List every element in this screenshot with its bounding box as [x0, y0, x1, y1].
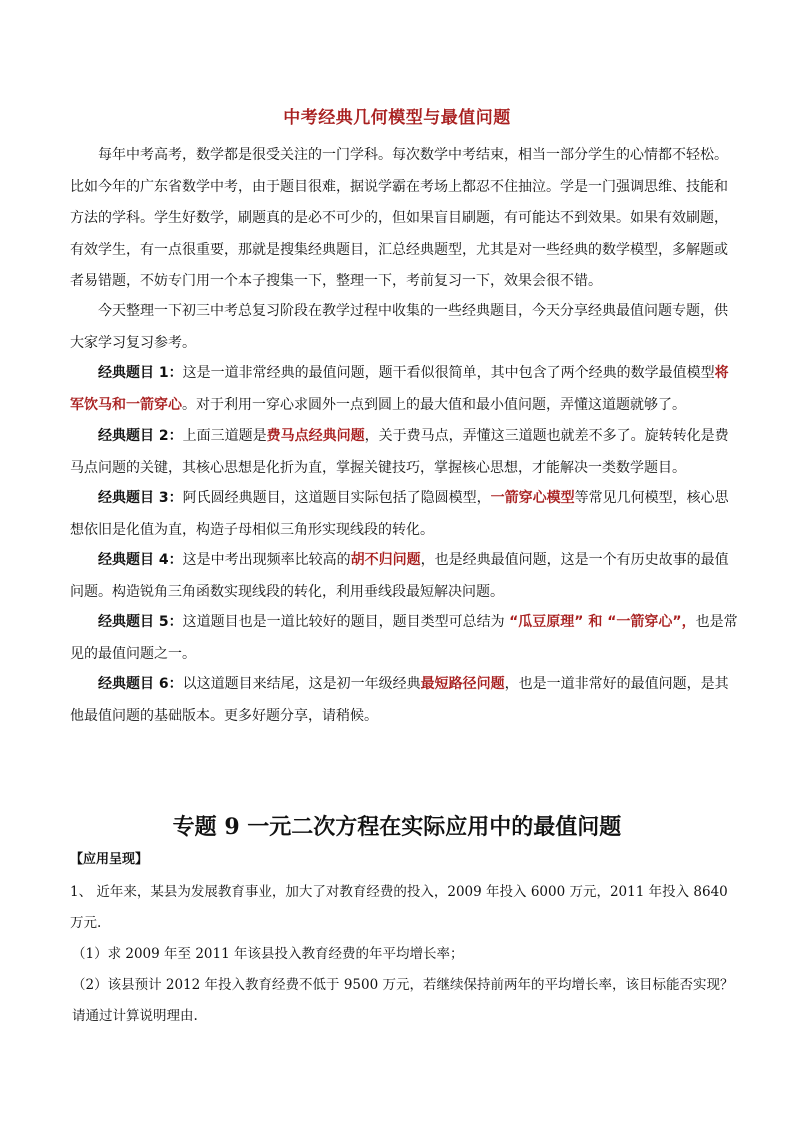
classic-item-1 — [70, 358, 740, 421]
item-text: 等常见几何模型，核心思想依旧是化值为直，构造子母相似三角形实现线段的转化。 — [70, 490, 729, 538]
classic-item-3 — [70, 483, 740, 546]
classic-item-2 — [70, 421, 740, 484]
item-text: 上面三道题是 — [182, 428, 267, 444]
item-text: 这是中考出现频率比较高的 — [182, 552, 351, 568]
classic-item-4 — [70, 545, 740, 608]
item-highlight: “瓜豆原理” 和 “一箭穿心”， — [509, 614, 696, 630]
classic-item-6 — [70, 669, 740, 732]
item-label: 经典题目 4： — [98, 552, 183, 568]
item-label: 经典题目 2： — [98, 428, 183, 444]
item-highlight: 最短路径问题 — [420, 676, 505, 692]
question-1-part-2: （2）该县预计 2012 年投入教育经费不低于 9500 万元，若继续保持前两年的平均增长率，该目标能否实现？请通过计算说明理由. — [72, 977, 734, 1024]
item-text: 。对于利用一穿心求圆外一点到圆上的最大值和最小值问题，弄懂这道题就够了。 — [182, 396, 686, 413]
item-text: 这道题目也是一道比较好的题目，题目类型可总结为 — [182, 614, 510, 630]
question-1-part-1: （1）求 2009 年至 2011 年该县投入教育经费的年平均增长率； — [72, 946, 464, 962]
question-1-stem: 1、 近年来，某县为发展教育事业，加大了对教育经费的投入，2009 年投入 6000 万元，2011 年投入 8640 万元. — [70, 884, 728, 931]
item-highlight: 费马点经典问题 — [266, 428, 365, 444]
topic-title: 专题 9 一元二次方程在实际应用中的最值问题 — [172, 814, 622, 840]
item-highlight: 胡不归问题 — [350, 552, 421, 568]
item-text: ，也是经典最值问题，这是一个有历史故事的最值问题。构造锐角三角函数实现线段的转化，利用垂线段最短解决问题。 — [70, 552, 729, 600]
classic-item-5 — [70, 607, 740, 670]
item-highlight: 一箭穿心模型 — [490, 490, 575, 506]
item-highlight: 将军饮马和一箭穿心 — [70, 365, 729, 413]
section-label: 【应用呈现】 — [70, 852, 149, 867]
item-label: 经典题目 6： — [98, 676, 183, 692]
item-text: 阿氏圆经典题目，这道题目实际包括了隐圆模型， — [182, 490, 491, 506]
intro-paragraph-1: 每年中考高考，数学都是很受关注的一门学科。每次数学中考结束，相当一部分学生的心情都不轻松。比如今年的广东省数学中考，由于题目很难，据说学霸在考场上都忍不住抽泣。学是一门强调思维、技能和方法的学科。学生好数学，刷题真的是必不可少的，但如果盲目刷题，有可能达不到效果。如果有效刷题，有效学生，有一点很重要，那就是搜集经典题目，汇总经典题型，尤其是对一些经典的数学模型，多解题或者易错题，不妨专门用一个本子搜集一下，整理一下，考前复习一下，效果会很不错。 — [70, 147, 728, 289]
intro-paragraph-2: 今天整理一下初三中考总复习阶段在教学过程中收集的一些经典题目，今天分享经典最值问题专题，供大家学习复习参考。 — [70, 303, 728, 351]
item-label: 经典题目 1： — [98, 365, 183, 381]
item-text: ，关于费马点，弄懂这三道题也就差不多了。旋转转化是费马点问题的关键，其核心思想是化折为直，掌握关键技巧，掌握核心思想，才能解决一类数学题目。 — [70, 428, 729, 476]
item-label: 经典题目 3： — [98, 490, 183, 506]
item-text: ，也是一道非常好的最值问题，是其他最值问题的基础版本。更多好题分享，请稍候。 — [70, 676, 729, 724]
item-text: 这是一道非常经典的最值问题，题干看似很简单，其中包含了两个经典的数学最值模型 — [182, 365, 715, 381]
item-text: 也是常见的最值问题之一。 — [70, 614, 738, 662]
item-label: 经典题目 5： — [98, 614, 183, 630]
article-title: 中考经典几何模型与最值问题 — [283, 108, 511, 128]
item-text: 以这道题目来结尾，这是初一年级经典 — [182, 676, 421, 692]
